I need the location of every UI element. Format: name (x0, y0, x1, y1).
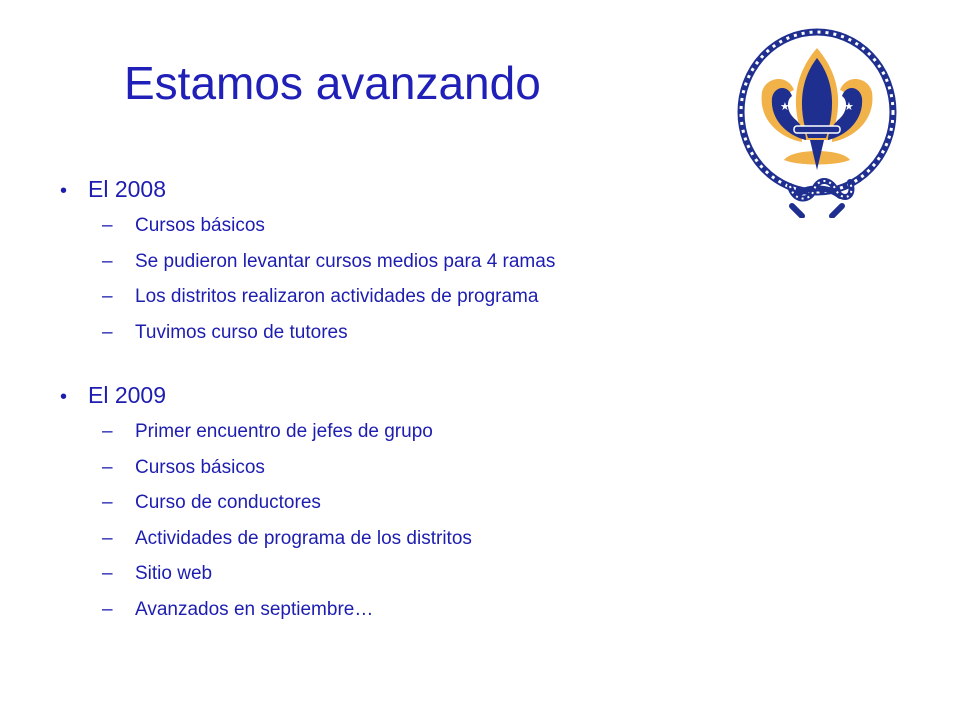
sub-item (60, 450, 760, 486)
bullet-item (60, 172, 760, 208)
sub-item-text: Se pudieron levantar cursos medios para 4 ramas (135, 250, 556, 272)
sub-item-text: Cursos básicos (135, 456, 265, 478)
sub-item (60, 414, 760, 450)
bullet-marker: • (60, 180, 68, 202)
sub-item-text: Primer encuentro de jefes de grupo (135, 421, 433, 442)
section-2009 (60, 378, 760, 627)
dash-marker: – (102, 456, 113, 478)
sub-item-text: Los distritos realizaron actividades de programa (135, 286, 539, 307)
sub-item (60, 521, 760, 557)
sub-item-text: Actividades de programa de los distritos (135, 527, 472, 549)
svg-text:★: ★ (844, 100, 854, 113)
sub-item (60, 244, 760, 280)
dash-marker: – (102, 492, 113, 513)
sub-item-text: Avanzados en septiembre… (135, 598, 374, 620)
section-heading: El 2009 (88, 382, 167, 408)
sub-list (60, 208, 760, 350)
dash-marker: – (102, 421, 113, 442)
sub-item-text: Cursos básicos (135, 215, 265, 236)
sub-list-container (60, 414, 760, 627)
slide-title: Estamos avanzando (124, 57, 541, 109)
sub-item (60, 279, 760, 315)
sub-item (60, 592, 760, 628)
section-heading: El 2008 (88, 176, 167, 202)
dash-marker: – (102, 598, 113, 620)
dash-marker: – (102, 286, 113, 307)
bullet-item (60, 378, 760, 414)
dash-marker: – (102, 563, 113, 584)
sub-item (60, 315, 760, 351)
dash-marker: – (102, 250, 113, 272)
slide-body (60, 172, 760, 627)
sub-item-text: Curso de conductores (135, 492, 321, 513)
sub-item (60, 556, 760, 592)
sub-list-container (60, 208, 760, 350)
sub-item-text: Tuvimos curso de tutores (135, 321, 348, 343)
sub-list (60, 414, 760, 627)
section-2008 (60, 172, 760, 350)
dash-marker: – (102, 215, 113, 236)
sub-item (60, 208, 760, 244)
dash-marker: – (102, 527, 113, 549)
dash-marker: – (102, 321, 113, 343)
bullet-marker: • (60, 386, 68, 408)
sub-item-text: Sitio web (135, 563, 213, 584)
sub-item (60, 485, 760, 521)
svg-text:★: ★ (780, 100, 790, 113)
